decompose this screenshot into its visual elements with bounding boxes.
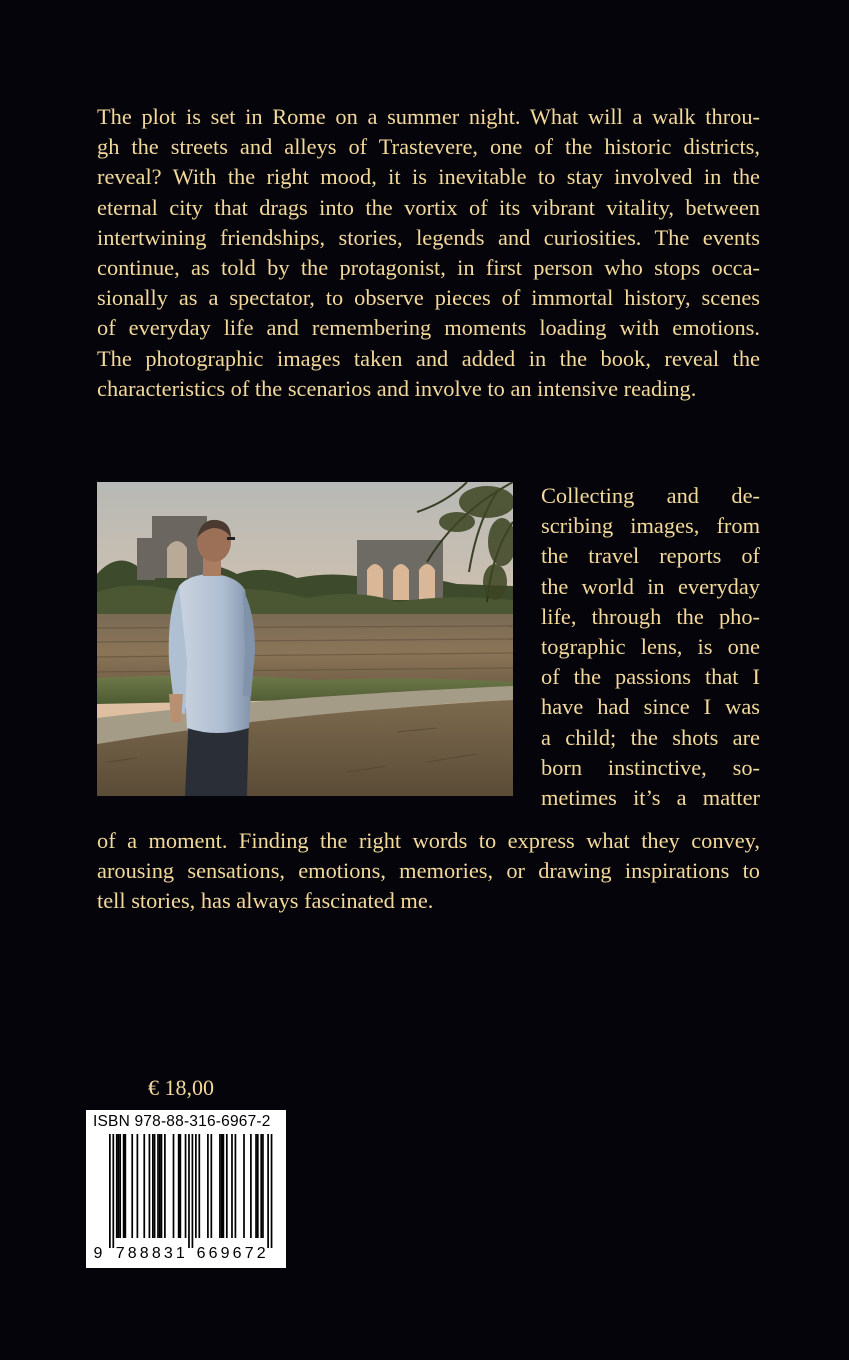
author-blurb-full [97,826,760,917]
isbn-barcode [86,1110,286,1268]
text-line: The photographic images taken and added in the book, reveal the [97,345,760,371]
text-line: the world in everyday [541,573,760,599]
text-line: metimes it’s a matter [541,785,760,811]
text-line: the travel reports of [541,543,760,569]
barcode-digit: 8 [151,1245,161,1262]
text-line: of the passions that I [541,664,760,690]
barcode-digit: 3 [163,1245,173,1262]
barcode-digit: 2 [256,1245,266,1262]
barcode-bar [255,1134,257,1238]
barcode-bar [123,1134,125,1238]
barcode-bar [137,1134,139,1238]
barcode-digit: 6 [196,1245,206,1262]
text-line: Collecting and de- [541,483,760,508]
text-line: intertwining friendships, stories, legends and curiosities. The events [97,224,760,250]
text-line: characteristics of the scenarios and involve to an intensive reading. [97,375,697,401]
barcode-bar [118,1134,120,1238]
barcode-bar [159,1134,161,1238]
barcode-bar [131,1134,133,1238]
barcode-bar [223,1134,225,1238]
barcode-bar [219,1134,221,1238]
barcode-digit: 7 [244,1245,254,1262]
barcode-bar [124,1134,126,1238]
barcode-bar [226,1134,228,1238]
barcode-digit: 7 [115,1245,125,1262]
barcode-bar [257,1134,259,1238]
price-label: € 18,00 [148,1075,214,1100]
barcode-digit: 8 [127,1245,137,1262]
author-blurb-side [541,481,760,813]
barcode-bar [271,1134,273,1248]
text-line: continue, as told by the protagonist, in first person who stops occa- [97,255,760,281]
barcode-bar [250,1134,252,1238]
author-photo [97,482,513,796]
text-line: reveal? With the right mood, it is inevitable to stay involved in the [97,164,760,190]
barcode-bar [207,1134,209,1238]
barcode-bar [178,1134,180,1238]
barcode-digit: 6 [208,1245,218,1262]
text-line: gh the streets and alleys of Trastevere, one of the historic districts, [97,134,760,160]
barcode-bar [235,1134,237,1238]
text-line: have had since I was [541,694,760,720]
barcode-bar [267,1134,269,1248]
text-line: The plot is set in Rome on a summer night. What will a walk throu- [97,104,760,129]
barcode-bar [116,1134,118,1238]
isbn-label: ISBN 978-88-316-6967-2 [93,1113,271,1130]
barcode-bar [180,1134,182,1238]
barcode-bar [157,1134,159,1238]
barcode-digit: 9 [93,1245,103,1262]
text-line: life, through the pho- [541,603,760,629]
barcode-bar [185,1134,187,1238]
barcode-bar [231,1134,233,1238]
barcode-bar [119,1134,121,1238]
text-line: sionally as a spectator, to observe pieces of immortal history, scenes [97,285,760,311]
barcode-digit: 6 [232,1245,242,1262]
text-line: scribing images, from [541,513,760,539]
barcode-digit: 9 [220,1245,230,1262]
barcode-bar [143,1134,145,1238]
text-line: tell stories, has always fascinated me. [97,888,434,914]
barcode-digit: 1 [175,1245,185,1262]
barcode-bar [221,1134,223,1238]
text-line: eternal city that drags into the vortix of its vibrant vitality, between [97,194,760,220]
intro-blurb [97,102,760,404]
text-line: of a moment. Finding the right words to express what they convey, [97,828,760,853]
barcode-bar [195,1134,197,1238]
barcode-bar [161,1134,163,1238]
barcode-bar [198,1134,200,1238]
barcode-bar [112,1134,114,1248]
barcode-digit: 8 [139,1245,149,1262]
barcode-bars [86,1110,286,1268]
barcode-bar [262,1134,264,1238]
text-line: arousing sensations, emotions, memories, or drawing inspirations to [97,858,760,884]
barcode-bar [192,1134,194,1248]
text-line: a child; the shots are [541,724,760,750]
barcode-bar [243,1134,245,1238]
barcode-bar [154,1134,156,1238]
text-line: of everyday life and remembering moments loading with emotions. [97,315,760,341]
text-line: born instinctive, so- [541,754,760,780]
barcode-bar [188,1134,190,1248]
text-line: tographic lens, is one [541,634,760,660]
barcode-bar [260,1134,262,1238]
barcode-bar [152,1134,154,1238]
barcode-bar [173,1134,175,1238]
barcode-bar [149,1134,151,1238]
barcode-bar [109,1134,111,1248]
barcode-bar [210,1134,212,1238]
barcode-bar [164,1134,166,1238]
